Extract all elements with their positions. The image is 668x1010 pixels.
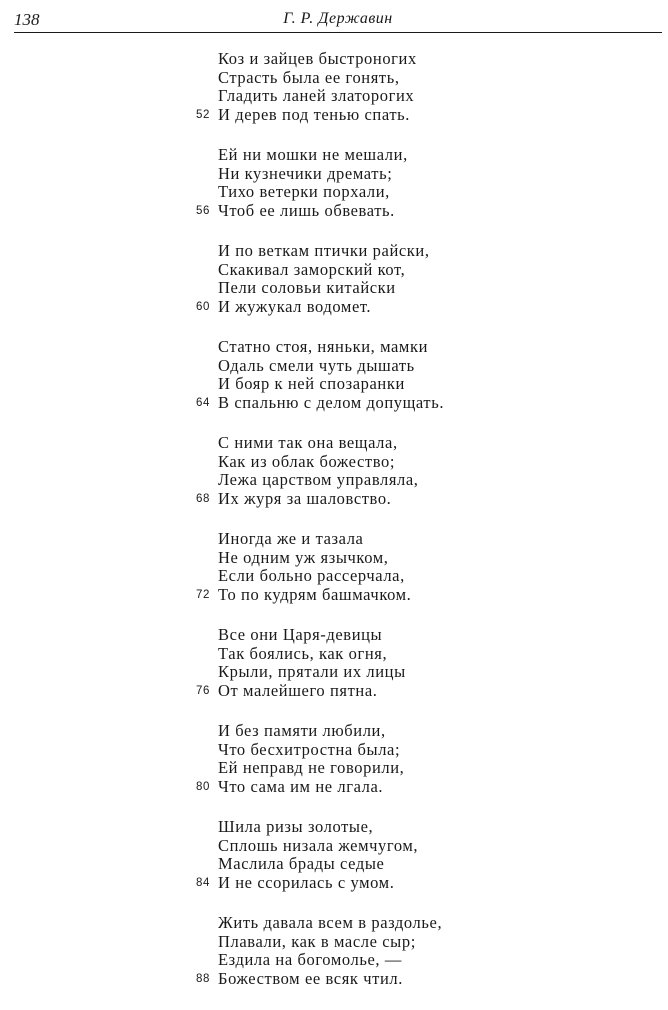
- verse-text: Божеством ее всяк чтил.: [218, 968, 403, 988]
- stanza: [0, 242, 668, 316]
- page-number: 138: [14, 10, 40, 29]
- verse-text: Страсть была ее гонять,: [218, 67, 400, 87]
- stanza: [0, 722, 668, 796]
- verse-line: [218, 549, 668, 568]
- verse-line: [218, 453, 668, 472]
- verse-line: [218, 242, 668, 261]
- verse-line: [218, 626, 668, 645]
- verse-line: [218, 69, 668, 88]
- running-title: Г. Р. Державин: [283, 10, 393, 27]
- verse-text: Как из облак божество;: [218, 451, 396, 471]
- verse-text: Шила ризы золотые,: [218, 817, 374, 836]
- verse-line: [218, 741, 668, 760]
- verse-text: Чтоб ее лишь обвевать.: [218, 200, 395, 220]
- verse-text: Лежа царством управляла,: [218, 470, 419, 489]
- verse-line: [218, 87, 668, 106]
- verse-text: И жужукал водомет.: [218, 296, 372, 316]
- verse-text: Ей ни мошки не мешали,: [218, 145, 408, 164]
- verse-line: [218, 183, 668, 202]
- stanza: [0, 626, 668, 700]
- verse-line: [218, 933, 668, 952]
- header-rule: [14, 32, 662, 33]
- verse-text: Пели соловьи китайски: [218, 278, 396, 297]
- verse-line: [218, 837, 668, 856]
- verse-text: В спальню с делом допущать.: [218, 392, 445, 412]
- line-number: 88: [196, 973, 210, 985]
- verse-text: Тихо ветерки порхали,: [218, 182, 390, 201]
- verse-line: [196, 296, 668, 317]
- verse-text: И без памяти любили,: [218, 721, 386, 740]
- verse-text: Что бесхитростна была;: [218, 739, 401, 759]
- stanza: [0, 146, 668, 220]
- line-number: 80: [196, 781, 210, 793]
- verse-line: [218, 471, 668, 490]
- verse-text: Ездила на богомолье, —: [218, 950, 402, 969]
- verse-text: Плавали, как в масле сыр;: [218, 931, 416, 951]
- verse-text: Жить давала всем в раздолье,: [218, 913, 443, 932]
- verse-line: [196, 680, 668, 701]
- verse-text: Скакивал заморский кот,: [218, 259, 406, 279]
- verse-line: [196, 104, 668, 125]
- verse-text: Их журя за шаловство.: [218, 488, 392, 508]
- verse-line: [218, 530, 668, 549]
- line-number: 64: [196, 397, 210, 409]
- verse-text: И дерев под тенью спать.: [218, 104, 411, 124]
- verse-line: [196, 488, 668, 509]
- stanza: [0, 818, 668, 892]
- verse-text: Сплошь низала жемчугом,: [218, 835, 419, 855]
- line-number: 60: [196, 301, 210, 313]
- verse-line: [218, 951, 668, 970]
- verse-line: [196, 872, 668, 893]
- verse-text: Коз и зайцев быстроногих: [218, 49, 417, 68]
- stanza: [0, 914, 668, 988]
- verse-line: [196, 584, 668, 605]
- verse-line: [196, 776, 668, 797]
- verse-text: Если больно рассерчала,: [218, 566, 405, 585]
- verse-text: Ей неправд не говорили,: [218, 758, 405, 777]
- stanza: [0, 50, 668, 124]
- line-number: 68: [196, 493, 210, 505]
- verse-text: Статно стоя, няньки, мамки: [218, 337, 429, 356]
- stanza: [0, 434, 668, 508]
- verse-text: Иногда же и тазала: [218, 529, 364, 548]
- stanza: [0, 338, 668, 412]
- verse-text: Крыли, прятали их лицы: [218, 662, 406, 681]
- verse-line: [218, 375, 668, 394]
- verse-line: [218, 261, 668, 280]
- verse-text: И не ссорилась с умом.: [218, 872, 395, 892]
- verse-line: [218, 759, 668, 778]
- verse-text: И по веткам птички райски,: [218, 241, 430, 260]
- page-header: [14, 8, 662, 34]
- line-number: 76: [196, 685, 210, 697]
- line-number: 52: [196, 109, 210, 121]
- verse-line: [218, 357, 668, 376]
- poem-body: [0, 50, 668, 1010]
- verse-line: [196, 968, 668, 989]
- verse-text: То по кудрям башмачком.: [218, 584, 412, 604]
- verse-line: [218, 914, 668, 933]
- verse-line: [218, 146, 668, 165]
- verse-text: Не одним уж язычком,: [218, 547, 389, 567]
- verse-line: [218, 855, 668, 874]
- verse-line: [218, 818, 668, 837]
- line-number: 72: [196, 589, 210, 601]
- verse-text: Ни кузнечики дремать;: [218, 163, 393, 183]
- verse-line: [218, 567, 668, 586]
- verse-text: Все они Царя-девицы: [218, 625, 383, 644]
- verse-line: [218, 722, 668, 741]
- verse-line: [196, 200, 668, 221]
- verse-text: И бояр к ней спозаранки: [218, 374, 405, 393]
- verse-text: Одаль смели чуть дышать: [218, 355, 415, 375]
- verse-line: [218, 165, 668, 184]
- verse-text: Что сама им не лгала.: [218, 776, 384, 796]
- verse-line: [218, 279, 668, 298]
- verse-line: [218, 645, 668, 664]
- verse-text: С ними так она вещала,: [218, 433, 398, 452]
- stanza: [0, 530, 668, 604]
- verse-text: От малейшего пятна.: [218, 680, 378, 700]
- verse-text: Маслила брады седые: [218, 854, 385, 873]
- verse-line: [218, 663, 668, 682]
- verse-line: [218, 338, 668, 357]
- line-number: 84: [196, 877, 210, 889]
- line-number: 56: [196, 205, 210, 217]
- verse-line: [218, 50, 668, 69]
- verse-text: Гладить ланей златорогих: [218, 86, 415, 105]
- verse-line: [196, 392, 668, 413]
- verse-line: [218, 434, 668, 453]
- verse-text: Так боялись, как огня,: [218, 643, 388, 663]
